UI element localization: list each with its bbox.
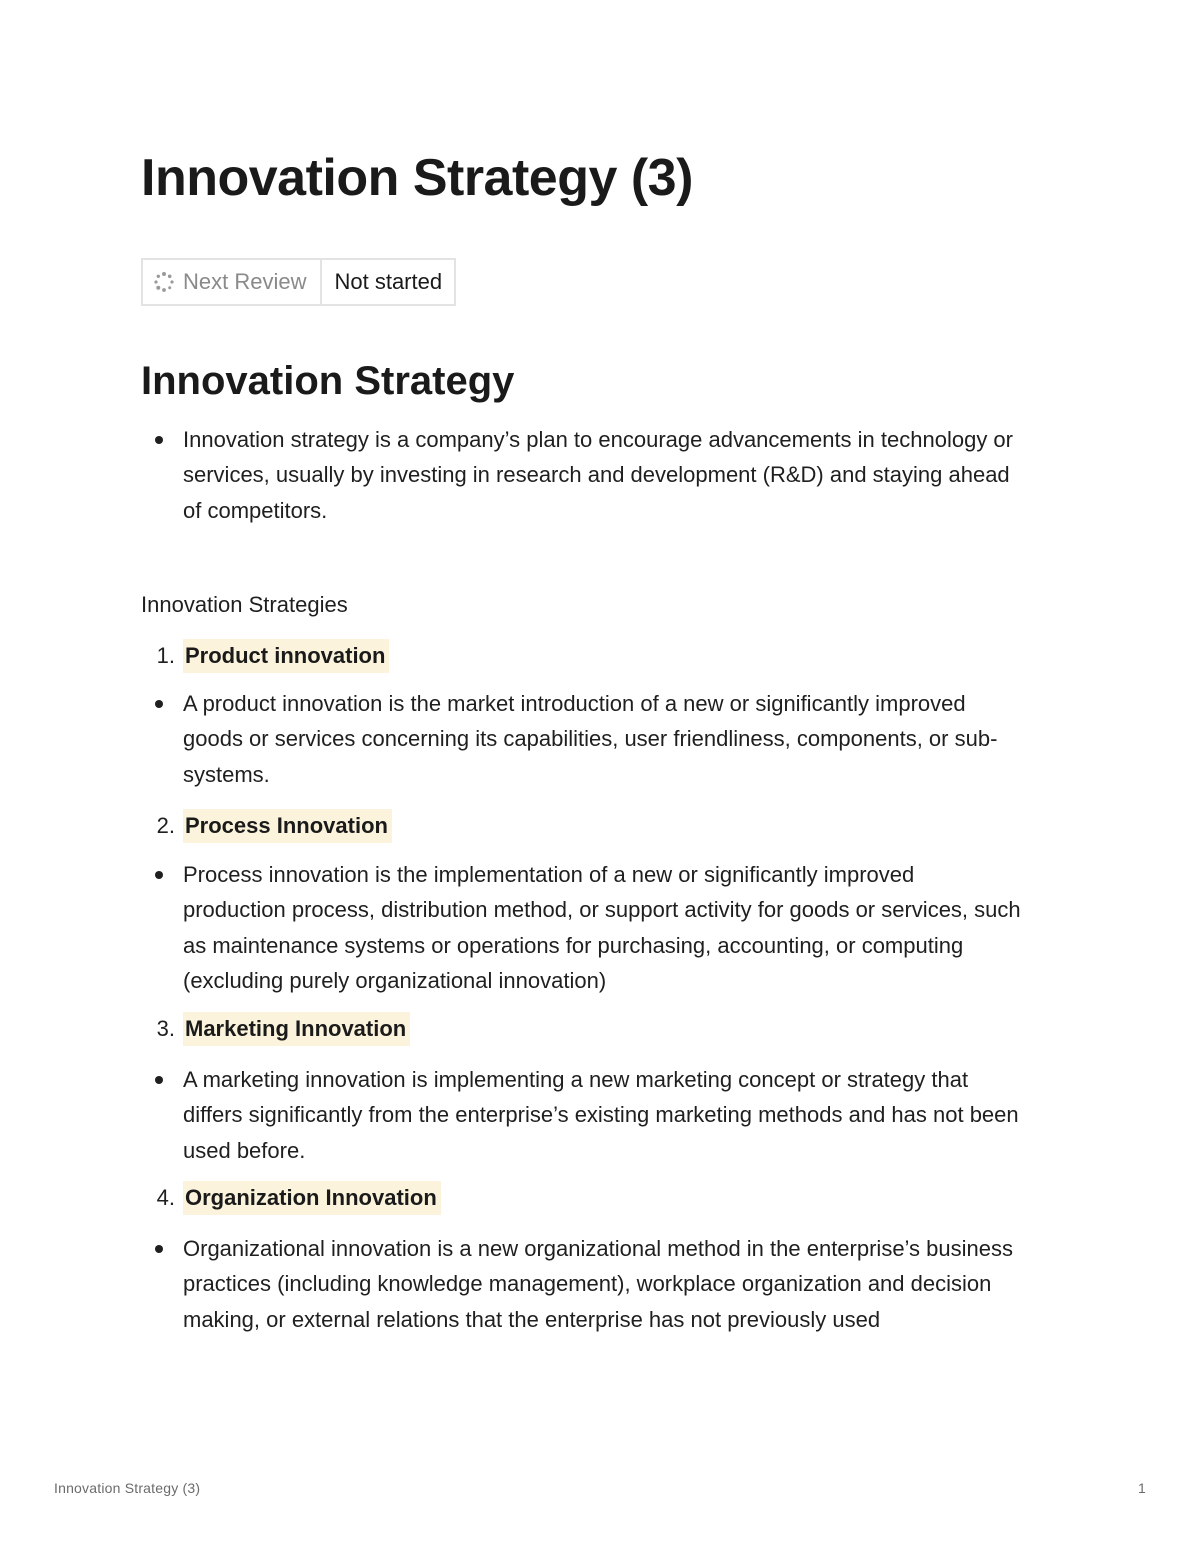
item-number: 1. — [156, 643, 175, 668]
bullet-dot — [155, 871, 163, 879]
bullet-text: Innovation strategy is a company’s plan to encourage advancements in technology or services, usually by investing in research and development (R&D) and staying ahead of competitors. — [183, 427, 1013, 523]
item-number: 2. — [156, 813, 175, 838]
spinner-icon — [153, 271, 175, 293]
bullet-dot — [155, 700, 163, 708]
bullet-text: A marketing innovation is implementing a new marketing concept or strategy that differs significantly from the enterprise’s existing marketing methods and has not been used before. — [183, 1067, 1019, 1163]
property-row-next-review[interactable] — [141, 258, 456, 306]
list-item — [141, 686, 1021, 792]
bullet-text: A product innovation is the market introduction of a new or significantly improved goods or services concerning its capabilities, user friendliness, components, or sub-systems. — [183, 691, 998, 787]
bullet-dot — [155, 1076, 163, 1084]
list-item — [141, 857, 1021, 998]
page-title: Innovation Strategy (3) — [141, 149, 693, 207]
bullet-text: Process innovation is the implementation of a new or significantly improved production process, distribution method, or support activity for goods or services, such as maintenance systems or operations for purchasing, accounting, or computing (excluding purely organizational innovation) — [183, 862, 1021, 993]
bullet-dot — [155, 436, 163, 444]
strategy-title-highlight: Organization Innovation — [183, 1181, 441, 1215]
property-name-label: Next Review — [183, 269, 307, 294]
bullet-dot — [155, 1245, 163, 1253]
strategy-title-highlight: Product innovation — [183, 639, 389, 673]
item-number: 3. — [156, 1016, 175, 1041]
list-item — [141, 1231, 1021, 1337]
strategy-title-highlight: Process Innovation — [183, 809, 392, 843]
list-item — [141, 1062, 1021, 1168]
footer-page-number: 1 — [1138, 1480, 1146, 1496]
property-value-status[interactable]: Not started — [334, 269, 443, 294]
footer-title: Innovation Strategy (3) — [54, 1480, 201, 1496]
strategies-label: Innovation Strategies — [141, 592, 348, 617]
item-number: 4. — [156, 1185, 175, 1210]
section-heading: Innovation Strategy — [141, 359, 515, 403]
bullet-text: Organizational innovation is a new organizational method in the enterprise’s business practices (including knowledge management), workplace organization and decision making, or external relations that the enterprise has not previously used — [183, 1236, 1013, 1332]
strategy-title-highlight: Marketing Innovation — [183, 1012, 410, 1046]
list-item — [141, 422, 1021, 528]
property-name-cell — [143, 260, 322, 304]
